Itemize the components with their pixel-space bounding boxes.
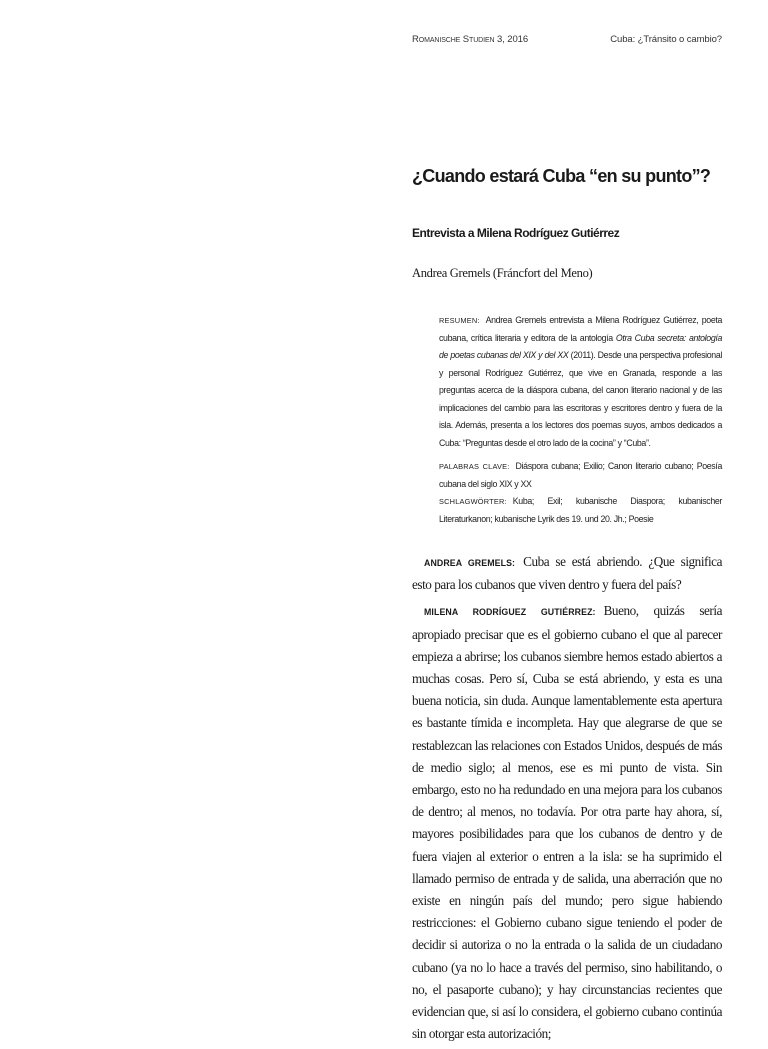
abstract-block	[439, 312, 722, 534]
article-subtitle: Entrevista a Milena Rodríguez Gutiérrez	[412, 226, 620, 240]
anthology-title: Otra Cuba secreta: antología de poetas cubanas del XIX y del XX	[439, 332, 722, 360]
abstract-keywords-de	[439, 493, 722, 528]
turn-text: Cuba se está abriendo. ¿Que significa esto para los cubanos que viven dentro y fuera del país?	[412, 554, 722, 593]
resumen-text-1: Andrea Gremels entrevista a Milena Rodríguez Gutiérrez, poeta cubana, crítica literaria y editora de la antología	[439, 315, 722, 343]
resumen-label: RESUMEN:	[439, 316, 480, 325]
running-head	[412, 34, 722, 45]
schlagwoerter-text: Kuba; Exil; kubanische Diaspora; kubanischer Literaturkanon; kubanische Lyrik des 19. und 20. Jh.; Poesie	[439, 496, 722, 524]
resumen-text-2: (2011). Desde una perspectiva profesional y personal Rodríguez Gutiérrez, que vive en Granada, responde a las preguntas acerca de la diáspora cubana, del canon literario nacional y de las implicaciones del cambio para las escritoras y escritores dentro y fuera de la isla. Además, presenta a los lectores dos poemas suyos, ambos dedicados a Cuba: “Preguntas desde el otro lado de la cocina” y “Cuba”.	[439, 350, 722, 448]
article-title: ¿Cuando estará Cuba “en su punto”?	[412, 166, 711, 186]
speaker-label: ANDREA GREMELS:	[424, 558, 516, 568]
palabras-clave-label: PALABRAS CLAVE:	[439, 462, 510, 471]
abstract-resumen	[439, 312, 722, 452]
interview-turn-question	[412, 551, 722, 596]
palabras-clave-text: Diáspora cubana; Exilio; Canon literario cubano; Poesía cubana del siglo XIX y XX	[439, 461, 722, 489]
speaker-label: MILENA RODRÍGUEZ GUTIÉRREZ:	[424, 607, 596, 618]
turn-text: Bueno, quizás sería apropiado precisar que es el gobierno cubano el que al parecer empieza a abrirse; los cubanos siembre hemos estado abiertos a muchas cosas. Pero sí, Cuba se está abriendo, y esta es una buena noticia, sin duda. Aunque lamentablemente esta apertura es bastante tímida e incompleta. Hay que alegrarse de que se restablezcan las relaciones con Estados Unidos, después de más de medio siglo; al menos, ese es mi punto de vista. Sin embargo, esto no ha redundado en una mejora para los cubanos de dentro; al menos, no todavía. Por otra parte hay ahora, sí, mayores posibilidades para que los cubanos de dentro y de fuera viajen al exterior o entren a la isla: se ha suprimido el llamado permiso de entrada y de salida, una aberración que no existe en ningún país del mundo; pero sigue habiendo restricciones: el Gobierno cubano sigue teniendo el poder de decidir si autoriza o no la entrada o la salida de un ciudadano cubano (ya no lo hace a través del permiso, sino habilitando, o no, el pasaporte cubano); y hay circunstancias recientes que evidencian que, si así lo considera, el gobierno cubano continúa sin otorgar esta autorización;	[412, 603, 722, 1042]
issue-title: Cuba: ¿Tránsito o cambio?	[610, 34, 722, 45]
article-author: Andrea Gremels (Fráncfort del Meno)	[412, 266, 593, 280]
interview-body	[412, 551, 722, 1049]
interview-turn-answer	[412, 600, 722, 1045]
schlagwoerter-label: SCHLAGWÖRTER:	[439, 497, 507, 506]
journal-name: Romanische Studien 3, 2016	[412, 34, 529, 45]
abstract-keywords-es	[439, 458, 722, 493]
